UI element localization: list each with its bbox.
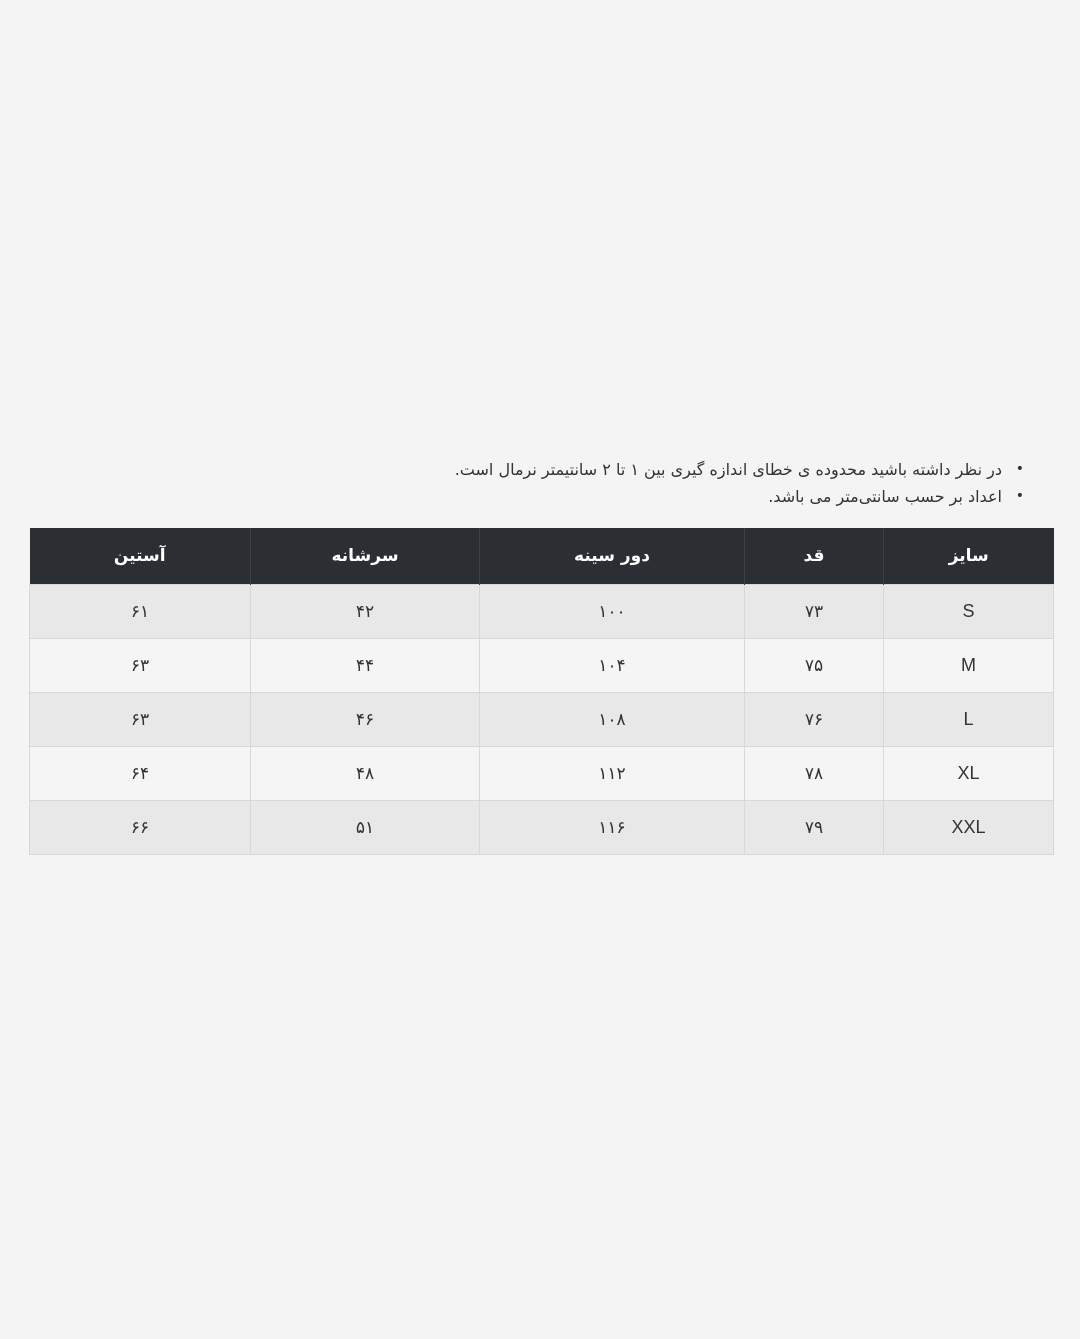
cell-chest: ۱۰۸ <box>480 693 745 747</box>
cell-shoulder: ۴۴ <box>251 639 480 693</box>
cell-size: M <box>884 639 1054 693</box>
cell-chest: ۱۱۶ <box>480 801 745 855</box>
bullet-icon: • <box>1015 488 1024 504</box>
cell-chest: ۱۱۲ <box>480 747 745 801</box>
size-notes-list <box>328 456 1028 510</box>
cell-length: ۷۶ <box>745 693 884 747</box>
cell-sleeve: ۶۳ <box>30 639 251 693</box>
note-text: اعداد بر حسب سانتی‌متر می باشد. <box>768 487 1002 506</box>
cell-shoulder: ۴۶ <box>251 693 480 747</box>
cell-chest: ۱۰۴ <box>480 639 745 693</box>
table-row <box>30 693 1054 747</box>
table-header-row <box>30 528 1054 585</box>
header-sleeve: آستین <box>30 528 251 585</box>
cell-sleeve: ۶۳ <box>30 693 251 747</box>
cell-shoulder: ۵۱ <box>251 801 480 855</box>
note-item <box>328 456 1028 483</box>
cell-size: XL <box>884 747 1054 801</box>
cell-size: XXL <box>884 801 1054 855</box>
table-row <box>30 801 1054 855</box>
header-shoulder: سرشانه <box>251 528 480 585</box>
table-row <box>30 639 1054 693</box>
cell-sleeve: ۶۴ <box>30 747 251 801</box>
cell-length: ۷۹ <box>745 801 884 855</box>
header-chest: دور سینه <box>480 528 745 585</box>
table-row <box>30 585 1054 639</box>
cell-size: S <box>884 585 1054 639</box>
bullet-icon: • <box>1015 461 1024 477</box>
header-size: سایز <box>884 528 1054 585</box>
cell-chest: ۱۰۰ <box>480 585 745 639</box>
cell-length: ۷۳ <box>745 585 884 639</box>
header-length: قد <box>745 528 884 585</box>
cell-sleeve: ۶۱ <box>30 585 251 639</box>
note-item <box>328 483 1028 510</box>
size-chart-table <box>29 528 1054 855</box>
cell-shoulder: ۴۲ <box>251 585 480 639</box>
cell-shoulder: ۴۸ <box>251 747 480 801</box>
note-text: در نظر داشته باشید محدوده ی خطای اندازه گیری بین ۱ تا ۲ سانتیمتر نرمال است. <box>454 460 1002 479</box>
cell-sleeve: ۶۶ <box>30 801 251 855</box>
cell-size: L <box>884 693 1054 747</box>
cell-length: ۷۵ <box>745 639 884 693</box>
table-row <box>30 747 1054 801</box>
cell-length: ۷۸ <box>745 747 884 801</box>
